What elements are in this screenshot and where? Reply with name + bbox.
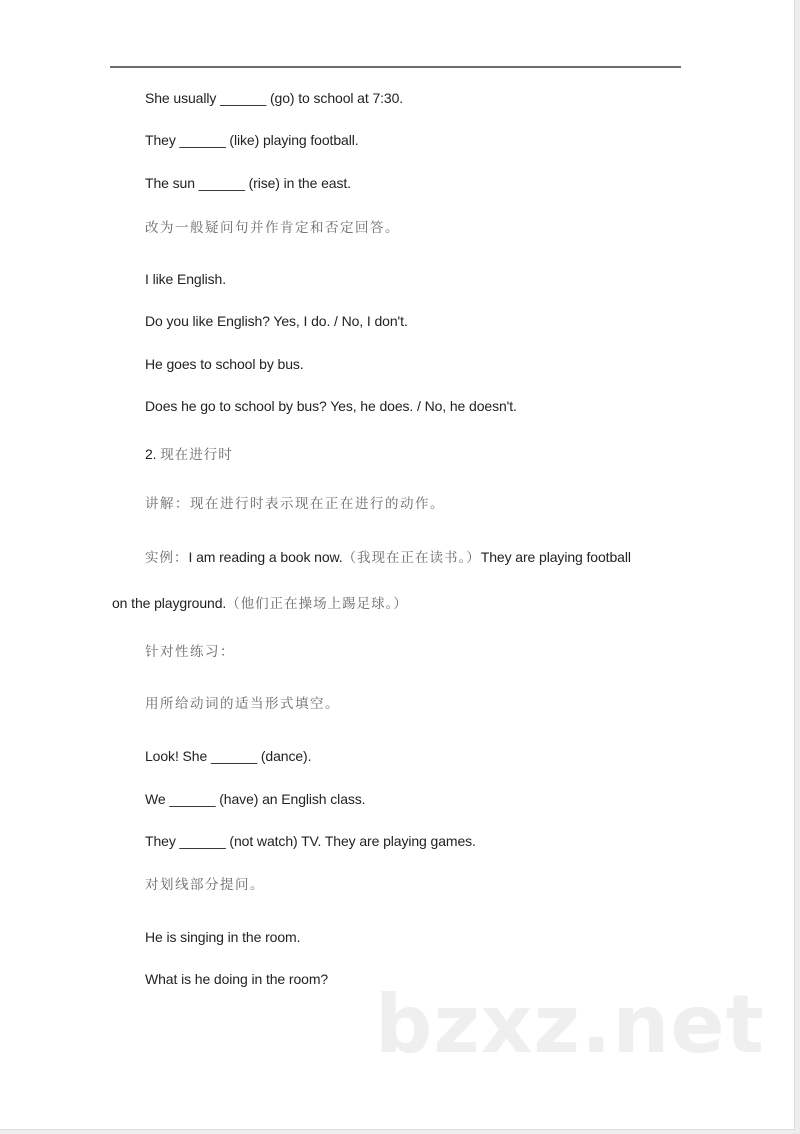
exercise-sentence-watch: They ______ (not watch) TV. They are playing games. — [145, 833, 476, 849]
section-number: 2. — [145, 446, 157, 462]
example-question-english: Do you like English? Yes, I do. / No, I don't. — [145, 313, 408, 329]
example-label: 实例： — [145, 550, 189, 566]
exercise-sentence-have: We ______ (have) an English class. — [145, 791, 366, 807]
example-line-2 — [112, 594, 408, 613]
practice-heading: 针对性练习： — [145, 644, 235, 660]
example-question-bus: Does he go to school by bus? Yes, he does. / No, he doesn't. — [145, 398, 517, 414]
example-en-football: They are playing football — [480, 549, 631, 565]
exercise-sentence-go: She usually ______ (go) to school at 7:30. — [145, 90, 404, 106]
instruction-fill-blank: 用所给动词的适当形式填空。 — [145, 696, 340, 712]
instruction-ask-underlined: 对划线部分提问。 — [145, 877, 265, 893]
watermark: bzxz.net — [375, 978, 765, 1071]
section-title: 现在进行时 — [160, 447, 233, 463]
example-statement-singing: He is singing in the room. — [145, 929, 301, 945]
example-en-playground: on the playground. — [112, 595, 227, 611]
exercise-sentence-like: They ______ (like) playing football. — [145, 132, 359, 148]
example-line-1 — [145, 548, 631, 567]
example-statement-english: I like English. — [145, 271, 226, 287]
example-en-reading: I am reading a book now. — [188, 549, 343, 565]
header-rule — [110, 66, 681, 68]
instruction-yes-no-question: 改为一般疑问句并作肯定和否定回答。 — [145, 220, 400, 236]
explanation-text: 讲解：现在进行时表示现在正在进行的动作。 — [145, 496, 445, 512]
example-statement-bus: He goes to school by bus. — [145, 356, 304, 372]
exercise-sentence-rise: The sun ______ (rise) in the east. — [145, 175, 351, 191]
exercise-sentence-dance: Look! She ______ (dance). — [145, 748, 312, 764]
section-heading-present-continuous — [145, 445, 233, 464]
example-question-doing: What is he doing in the room? — [145, 971, 329, 987]
example-cn-reading: （我现在正在读书。） — [342, 550, 481, 566]
example-cn-playground: （他们正在操场上踢足球。） — [226, 596, 408, 612]
